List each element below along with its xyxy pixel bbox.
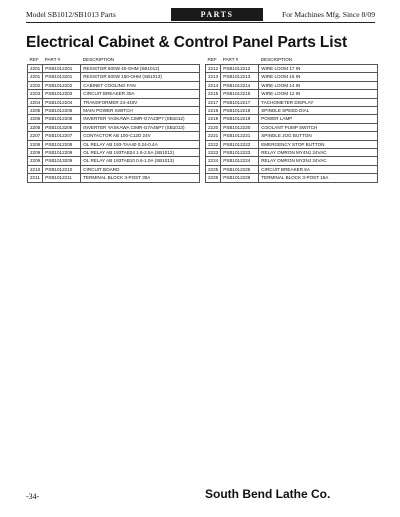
part-header: PART # (44, 57, 61, 63)
table-row (206, 115, 378, 123)
description-cell: COOLANT PUMP SWITCH (259, 123, 378, 131)
part-number-cell: PSB1012214 (221, 81, 259, 89)
ref-cell: 2206 (28, 115, 43, 123)
part-number-cell: PSB1012213 (221, 73, 259, 81)
part-number-cell: PSB1013209 (43, 157, 81, 165)
ref-cell: 2202 (28, 81, 43, 89)
description-cell: TACHOMETER DISPLAY (259, 98, 378, 106)
ref-cell: 2206 (28, 123, 43, 131)
part-number-cell: PSB1012220 (221, 123, 259, 131)
brand-logo: South Bend Lathe Co. (205, 487, 331, 501)
part-number-cell: PSB1012205 (43, 107, 81, 115)
table-row (206, 90, 378, 98)
part-number-cell: PSB1013206 (43, 123, 81, 131)
ref-cell: 2225 (206, 165, 221, 173)
part-number-cell: PSB1012211 (43, 174, 81, 182)
ref-cell: 2203 (28, 90, 43, 98)
page-title: Electrical Cabinet & Control Panel Parts List (26, 34, 348, 51)
part-number-cell: PSB1012204 (43, 98, 81, 106)
part-number-cell: PSB1012203 (43, 90, 81, 98)
description-cell: SPINDLE SPEED DIAL (259, 107, 378, 115)
description-cell: TERMINAL BLOCK 3-POST 15A (259, 174, 378, 182)
table-header-row (206, 56, 378, 65)
ref-header: REF (29, 57, 39, 63)
description-cell: SPINDLE JOG BUTTON (259, 132, 378, 140)
ref-header: REF (207, 57, 217, 63)
description-cell: RELAY OMRON MY4NJ 24VAC (259, 149, 378, 157)
ref-cell: 2220 (206, 123, 221, 131)
table-row (28, 123, 200, 131)
description-cell: WIRE LOOM 16 IN (259, 73, 378, 81)
ref-cell: 2204 (28, 98, 43, 106)
part-number-cell: PSB1012215 (221, 90, 259, 98)
table-row (28, 81, 200, 89)
part-number-cell: PSB1012224 (221, 157, 259, 165)
part-number-cell: PSB1012210 (43, 165, 81, 173)
part-number-cell: PSB1012209 (43, 149, 81, 157)
parts-table-right (205, 56, 378, 183)
table-row (28, 65, 200, 73)
description-cell: OL RELAY AB 193-TAA40 0.24-0.4A (81, 140, 200, 148)
description-cell: WIRE LOOM 12 IN (259, 90, 378, 98)
page-number: -34- (26, 492, 40, 501)
table-row (28, 165, 200, 173)
part-number-cell: PSB1012212 (221, 65, 259, 73)
ref-cell: 2219 (206, 115, 221, 123)
table-row (206, 140, 378, 148)
part-number-cell: PSB1012218 (221, 107, 259, 115)
ref-cell: 2205 (28, 107, 43, 115)
part-number-cell: PSB1012222 (221, 140, 259, 148)
part-number-cell: PSB1012207 (43, 132, 81, 140)
table-row (206, 149, 378, 157)
part-number-cell: PSB1012208 (43, 140, 81, 148)
ref-cell: 2201 (28, 65, 43, 73)
table-row (206, 81, 378, 89)
description-cell: INVERTER YASKAWA CIMR-G7A45P7 (SB1013) (81, 123, 200, 131)
table-row (206, 65, 378, 73)
part-header: PART # (222, 57, 239, 63)
part-number-cell: PSB1012217 (221, 98, 259, 106)
description-header: DESCRIPTION (260, 57, 293, 63)
table-row (28, 149, 200, 157)
table-row (28, 157, 200, 165)
description-cell: OL RELAY AB 193TAB24 1.6-2.5A (SB1012) (81, 149, 200, 157)
table-row (28, 132, 200, 140)
part-number-cell: PSB1012202 (43, 81, 81, 89)
table-row (206, 123, 378, 131)
description-cell: EMERGENCY STOP BUTTON (259, 140, 378, 148)
table-row (28, 107, 200, 115)
description-cell: OL RELAY AB 193TAB10 0.6-1.0A (SB1013) (81, 157, 200, 165)
header-rule (26, 22, 375, 23)
description-cell: CONTACTOR AB 100-C12D 24V (81, 132, 200, 140)
part-number-cell: PSB1012219 (221, 115, 259, 123)
table-row (28, 90, 200, 98)
ref-cell: 2224 (206, 157, 221, 165)
table-row (28, 115, 200, 123)
ref-cell: 2221 (206, 132, 221, 140)
description-cell: RESISTOR 600W 150-OHM (SB1013) (81, 73, 200, 81)
part-number-cell: PSB1013201 (43, 73, 81, 81)
table-row (206, 174, 378, 182)
ref-cell: 2215 (206, 90, 221, 98)
ref-cell: 2208 (28, 140, 43, 148)
description-cell: CIRCUIT BOARD (81, 165, 200, 173)
table-row (28, 98, 200, 106)
description-cell: WIRE LOOM 17 IN (259, 65, 378, 73)
header-section-tab: PARTS (171, 8, 263, 21)
part-number-cell: PSB1012225 (221, 165, 259, 173)
description-cell: CABINET COOLING FAN (81, 81, 200, 89)
header-model: Model SB1012/SB1013 Parts (26, 10, 116, 19)
part-number-cell: PSB1012226 (221, 174, 259, 182)
table-row (206, 157, 378, 165)
table-row (28, 174, 200, 182)
description-cell: CIRCUIT BREAKER 6A (259, 165, 378, 173)
part-number-cell: PSB1012206 (43, 115, 81, 123)
page-header (26, 8, 375, 21)
table-row (206, 73, 378, 81)
ref-cell: 2213 (206, 73, 221, 81)
ref-cell: 2211 (28, 174, 43, 182)
ref-cell: 2209 (28, 149, 43, 157)
description-cell: TRANSFORMER 24-440V (81, 98, 200, 106)
table-row (206, 132, 378, 140)
description-cell: TERMINAL BLOCK 3-POST 30A (81, 174, 200, 182)
description-cell: WIRE LOOM 14 IN (259, 81, 378, 89)
part-number-cell: PSB1012221 (221, 132, 259, 140)
description-cell: CIRCUIT BREAKER 30A (81, 90, 200, 98)
parts-table-left (27, 56, 200, 183)
table-row (206, 98, 378, 106)
ref-cell: 2201 (28, 73, 43, 81)
table-row (206, 165, 378, 173)
ref-cell: 2207 (28, 132, 43, 140)
description-header: DESCRIPTION (82, 57, 115, 63)
ref-cell: 2214 (206, 81, 221, 89)
table-row (28, 73, 200, 81)
table-header-row (28, 56, 200, 65)
description-cell: POWER LAMP (259, 115, 378, 123)
ref-cell: 2212 (206, 65, 221, 73)
description-cell: INVERTER YASKAWA CIMR-G7A23P7 (SB1012) (81, 115, 200, 123)
header-date: For Machines Mfg. Since 8/09 (281, 10, 375, 19)
table-row (206, 107, 378, 115)
description-cell: RESISTOR 600W 40-OHM (SB1012) (81, 65, 200, 73)
table-row (28, 140, 200, 148)
ref-cell: 2223 (206, 149, 221, 157)
part-number-cell: PSB1012223 (221, 149, 259, 157)
ref-cell: 2222 (206, 140, 221, 148)
ref-cell: 2218 (206, 107, 221, 115)
description-cell: MAIN POWER SWITCH (81, 107, 200, 115)
ref-cell: 2226 (206, 174, 221, 182)
ref-cell: 2209 (28, 157, 43, 165)
ref-cell: 2217 (206, 98, 221, 106)
description-cell: RELAY OMRON MY2NJ 24VAC (259, 157, 378, 165)
part-number-cell: PSB1012201 (43, 65, 81, 73)
ref-cell: 2210 (28, 165, 43, 173)
